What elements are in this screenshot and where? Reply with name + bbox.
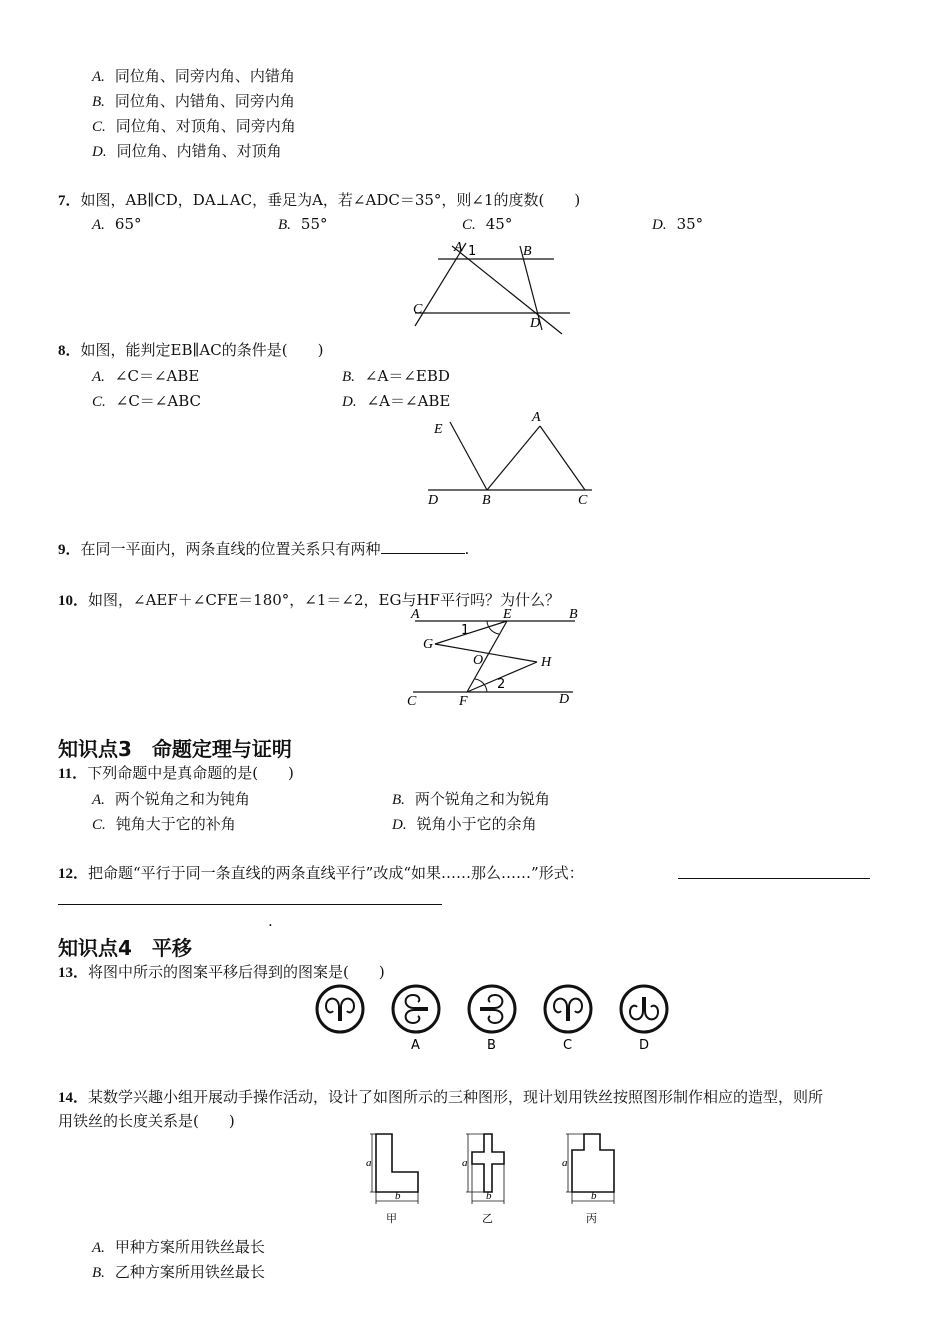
q10-figure: [405, 606, 585, 709]
q6-option-c: [92, 115, 296, 136]
question-number: 12．: [58, 866, 89, 882]
option-text: 甲种方案所用铁丝最长: [114, 1238, 265, 1256]
option-text: 同位角、同旁内角、内错角: [114, 67, 295, 85]
option-text: 两个锐角之和为钝角: [114, 790, 250, 808]
option-text: 65°: [114, 215, 142, 233]
label-e: E: [503, 607, 512, 622]
pattern-c: [545, 986, 591, 1032]
figure-jia: [366, 1134, 418, 1225]
question-text: 如图，∠AEF＋∠CFE＝180°，∠1＝∠2，EG与HF平行吗？为什么？: [88, 591, 560, 609]
label-d: D: [559, 692, 570, 707]
pattern-d: [621, 986, 667, 1032]
label-h: H: [541, 655, 552, 670]
q13-figure: [312, 983, 682, 1053]
question-7: [58, 189, 580, 210]
option-letter: D.: [652, 217, 667, 233]
option-letter: A.: [92, 69, 105, 85]
q11-option-a: [92, 788, 250, 809]
option-letter: B.: [278, 217, 291, 233]
label-a: A: [411, 607, 420, 622]
label-b: B: [523, 244, 532, 259]
q11-option-d: [392, 813, 537, 834]
dim-a: a: [462, 1157, 468, 1169]
question-number: 14．: [58, 1090, 89, 1106]
label-a: A: [454, 240, 463, 255]
answer-blank-line-1[interactable]: [678, 878, 870, 879]
dim-b: b: [591, 1190, 597, 1202]
q6-option-d: [92, 140, 282, 161]
option-text: ∠A＝∠EBD: [364, 367, 450, 385]
label-d: D: [639, 1038, 650, 1053]
label-c: C: [563, 1038, 573, 1053]
question-text: 某数学兴趣小组开展动手操作活动，设计了如图所示的三种图形，现计划用铁丝按照图形制作相应的造型，则所: [88, 1088, 824, 1106]
label-a: A: [532, 410, 541, 425]
dim-a: a: [366, 1157, 372, 1169]
label-d: D: [428, 493, 439, 508]
question-text: 在同一平面内，两条直线的位置关系只有两种: [80, 540, 381, 558]
figure-name: 甲: [386, 1212, 397, 1225]
section-4-heading: 知识点4 平移: [58, 936, 192, 960]
label-d: D: [530, 316, 541, 331]
label-b: B: [482, 493, 491, 508]
label-b: B: [487, 1038, 496, 1053]
q6-option-b: [92, 90, 295, 111]
q14-option-b: [92, 1261, 265, 1282]
q11-option-b: [392, 788, 550, 809]
label-c: C: [578, 493, 588, 508]
q7-option-d: [652, 215, 703, 234]
option-letter: D.: [392, 817, 407, 833]
question-number: 10．: [58, 593, 89, 609]
q7-option-c: [462, 215, 512, 234]
question-14-line-2: 用铁丝的长度关系是( ): [58, 1112, 235, 1130]
q8-option-c: [92, 390, 201, 411]
question-number: 13．: [58, 965, 89, 981]
option-text: ∠C＝∠ABE: [114, 367, 200, 385]
question-11: [58, 762, 294, 783]
label-o: O: [473, 653, 484, 668]
pattern-b: [469, 986, 515, 1032]
option-text: 乙种方案所用铁丝最长: [114, 1263, 265, 1281]
option-letter: B.: [392, 792, 405, 808]
answer-blank[interactable]: [381, 539, 465, 554]
option-text: 45°: [485, 215, 513, 233]
label-f: F: [459, 694, 468, 709]
question-number: 9．: [58, 542, 81, 558]
option-letter: A.: [92, 369, 105, 385]
section-3-heading: 知识点3 命题定理与证明: [58, 737, 292, 761]
option-letter: B.: [342, 369, 355, 385]
label-c: C: [407, 694, 417, 709]
option-letter: C.: [92, 394, 106, 410]
dim-b: b: [395, 1190, 401, 1202]
option-letter: A.: [92, 217, 105, 233]
label-1: 1: [461, 623, 470, 638]
option-letter: A.: [92, 792, 105, 808]
figure-name: 乙: [482, 1212, 493, 1225]
option-text: 钝角大于它的补角: [115, 815, 236, 833]
option-letter: D.: [342, 394, 357, 410]
question-12: [58, 862, 584, 883]
option-text: ∠C＝∠ABC: [115, 392, 201, 410]
question-12-end: .: [268, 912, 273, 930]
label-g: G: [423, 637, 434, 652]
q7-option-b: [278, 215, 328, 234]
option-text: 35°: [676, 215, 704, 233]
option-text: ∠A＝∠ABE: [366, 392, 451, 410]
option-text: 同位角、对顶角、同旁内角: [115, 117, 296, 135]
question-number: 11．: [58, 766, 88, 782]
original-pattern: [317, 986, 363, 1032]
figure-yi: [462, 1134, 504, 1225]
question-text: 如图，AB∥CD，DA⊥AC，垂足为A，若∠ADC＝35°，则∠1的度数( ): [80, 191, 581, 209]
pattern-a: [393, 986, 439, 1032]
question-number: 8．: [58, 343, 81, 359]
option-letter: D.: [92, 144, 107, 160]
option-letter: A.: [92, 1240, 105, 1256]
option-text: 两个锐角之和为锐角: [414, 790, 550, 808]
option-text: 同位角、内错角、对顶角: [116, 142, 282, 160]
question-8: [58, 339, 323, 360]
option-letter: B.: [92, 1265, 105, 1281]
label-e: E: [434, 422, 443, 437]
dim-b: b: [486, 1190, 492, 1202]
label-a: A: [411, 1038, 420, 1053]
q14-option-a: [92, 1236, 265, 1257]
q8-option-a: [92, 365, 199, 386]
option-text: 55°: [300, 215, 328, 233]
label-b: B: [569, 607, 578, 622]
question-text: 将图中所示的图案平移后得到的图案是( ): [88, 963, 385, 981]
q14-figure: [362, 1128, 642, 1228]
q7-option-a: [92, 215, 142, 234]
figure-bing: [562, 1134, 614, 1225]
question-9: [58, 538, 469, 559]
q11-option-c: [92, 813, 236, 834]
dim-a: a: [562, 1157, 568, 1169]
label-c: C: [413, 302, 423, 317]
option-letter: C.: [92, 817, 106, 833]
option-letter: C.: [92, 119, 106, 135]
question-text: 下列命题中是真命题的是( ): [87, 764, 294, 782]
question-text: 如图，能判定EB∥AC的条件是( ): [80, 341, 324, 359]
q6-option-a: [92, 65, 295, 86]
figure-name: 丙: [586, 1212, 597, 1225]
q8-figure: [420, 406, 600, 506]
option-letter: B.: [92, 94, 105, 110]
option-text: 锐角小于它的余角: [416, 815, 537, 833]
question-13: [58, 961, 385, 982]
question-14: [58, 1086, 823, 1107]
q8-option-b: [342, 365, 450, 386]
option-letter: C.: [462, 217, 476, 233]
question-end: .: [464, 540, 470, 558]
option-text: 同位角、内错角、同旁内角: [114, 92, 295, 110]
label-1: 1: [468, 244, 477, 259]
question-text: 把命题“平行于同一条直线的两条直线平行”改成“如果……那么……”形式：: [88, 864, 584, 882]
q7-figure: [410, 238, 580, 333]
question-number: 7．: [58, 193, 81, 209]
answer-blank-line-2[interactable]: [58, 904, 442, 905]
label-2: 2: [497, 677, 506, 692]
